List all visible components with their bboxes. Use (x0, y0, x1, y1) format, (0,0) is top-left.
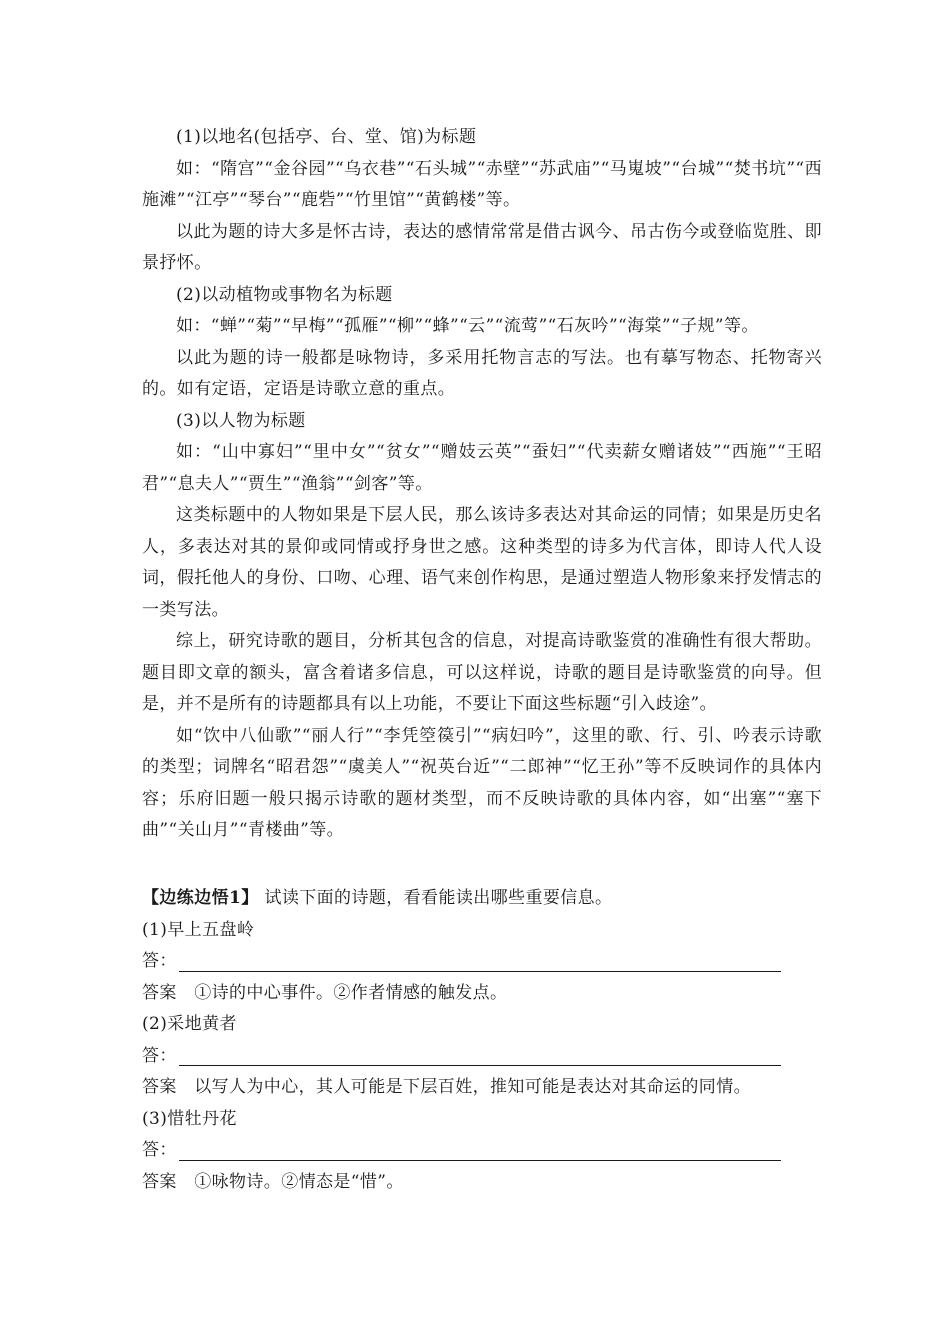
question-title: (1)早上五盘岭 (142, 919, 255, 940)
answer-prefix: 答： (142, 1045, 177, 1066)
answer-blank-line[interactable] (179, 951, 781, 972)
heading-objects: (2)以动植物或事物名为标题 (176, 284, 393, 305)
heading-people: (3)以人物为标题 (176, 410, 306, 431)
answer-key: 答案 ①咏物诗。②情态是“惜”。 (142, 1171, 404, 1192)
answer-key: 答案 以写人为中心，其人可能是下层百姓，推知可能是表达对其命运的同情。 (142, 1077, 751, 1097)
exercise-section (142, 883, 822, 1198)
exercise-instruction: 试读下面的诗题，看看能读出哪些重要信息。 (258, 888, 613, 908)
answer-blank-row (142, 1041, 822, 1073)
paragraph-place-explanation: 以此为题的诗大多是怀古诗，表达的感情常常是借古讽今、吊古伤今或登临览胜、即景抒怀。 (142, 221, 822, 273)
paragraph-people-explanation: 这类标题中的人物如果是下层人民，那么该诗多表达对其命运的同情；如果是历史名人，多表达对其的景仰或同情或抒身世之感。这种类型的诗多为代言体，即诗人代人设词，假托他人的身份、口吻、心理、语气来创作构思，是通过塑造人物形象来抒发情志的一类写法。 (142, 505, 822, 620)
answer-blank-line[interactable] (179, 1045, 781, 1066)
paragraph-object-explanation: 以此为题的诗一般都是咏物诗，多采用托物言志的写法。也有摹写物态、托物寄兴的。如有定语，定语是诗歌立意的重点。 (142, 347, 822, 399)
answer-blank-row (142, 946, 822, 978)
main-text (142, 122, 822, 847)
answer-blank-line[interactable] (179, 1140, 781, 1161)
exercise-tag: 【边练边悟1】 (142, 888, 259, 908)
answer-key: 答案 ①诗的中心事件。②作者情感的触发点。 (142, 982, 508, 1003)
paragraph-summary: 综上，研究诗歌的题目，分析其包含的信息，对提高诗歌鉴赏的准确性有很大帮助。题目即文章的额头，富含着诸多信息，可以这样说，诗歌的题目是诗歌鉴赏的向导。但是，并不是所有的诗题都具有以上功能，不要让下面这些标题“引入歧途”。 (142, 631, 822, 714)
paragraph-people-examples: 如：“山中寡妇”“里中女”“贫女”“赠妓云英”“蚕妇”“代卖薪女赠诸妓”“西施”“王昭君”“息夫人”“贾生”“渔翁”“剑客”等。 (142, 442, 822, 494)
question-title: (2)采地黄者 (142, 1014, 237, 1034)
paragraph-object-examples: 如：“蝉”“菊”“早梅”“孤雁”“柳”“蜂”“云”“流莺”“石灰吟”“海棠”“子规”等。 (176, 316, 759, 336)
answer-prefix: 答： (142, 1140, 177, 1160)
answer-prefix: 答： (142, 951, 177, 971)
exercise-prompt (142, 883, 822, 915)
question-title: (3)惜牡丹花 (142, 1108, 237, 1129)
answer-blank-row (142, 1135, 822, 1167)
paragraph-misleading-titles: 如“饮中八仙歌”“丽人行”“李凭箜篌引”“病妇吟”，这里的歌、行、引、吟表示诗歌的类型；词牌名“昭君怨”“虞美人”“祝英台近”“二郎神”“忆王孙”等不反映词作的具体内容；乐府旧题一般只揭示诗歌的题材类型，而不反映诗歌的具体内容，如“出塞”“塞下曲”“关山月”“青楼曲”等。 (142, 725, 822, 840)
paragraph-place-examples: 如：“隋宫”“金谷园”“乌衣巷”“石头城”“赤壁”“苏武庙”“马嵬坡”“台城”“焚书坑”“西施滩”“江亭”“琴台”“鹿砦”“竹里馆”“黄鹤楼”等。 (142, 158, 822, 210)
heading-place-names: (1)以地名(包括亭、台、堂、馆)为标题 (176, 127, 477, 147)
